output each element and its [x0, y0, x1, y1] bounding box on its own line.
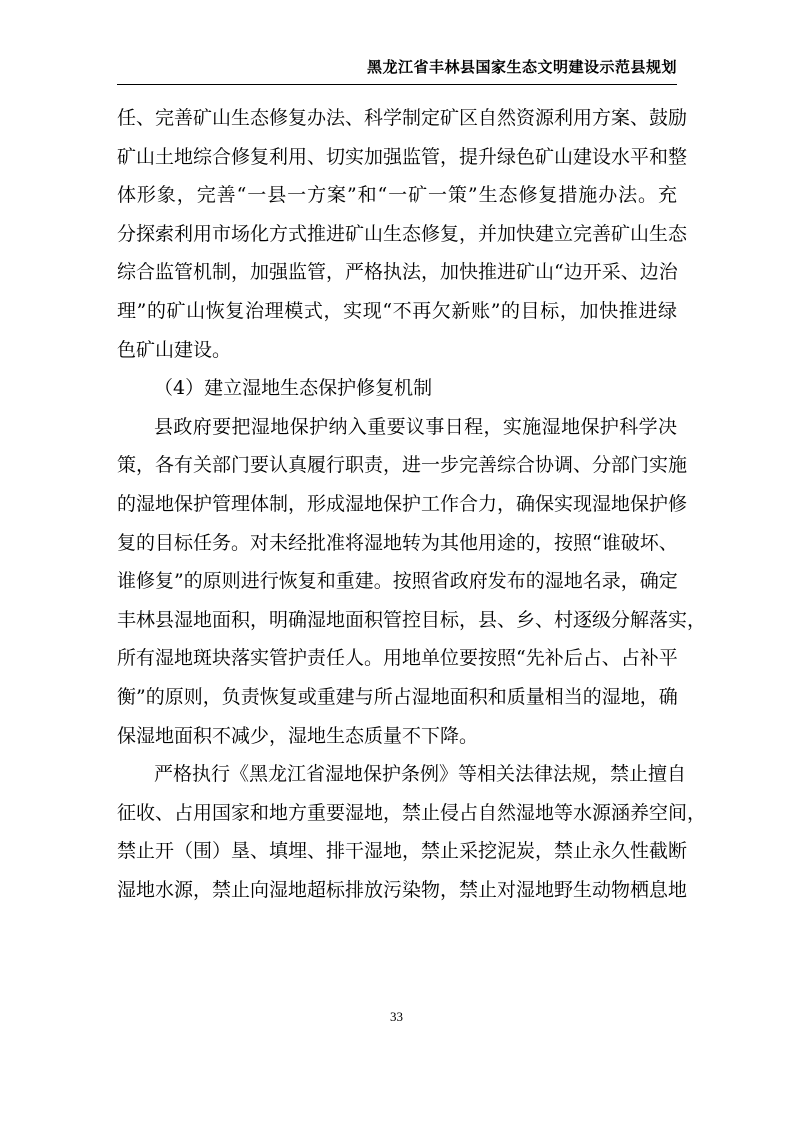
text-line: 所有湿地斑块落实管护责任人。用地单位要按照“先补后占、占补平 [117, 647, 678, 670]
paragraph-first-line: 县政府要把湿地保护纳入重要议事日程，实施湿地保护科学决 [154, 415, 677, 438]
paragraph-first-line: 严格执行《黑龙江省湿地保护条例》等相关法律法规，禁止擅自 [154, 763, 687, 786]
text-line: 分探索利用市场化方式推进矿山生态修复，并加快建立完善矿山生态 [117, 222, 688, 245]
text-line: 体形象，完善“一县一方案”和“一矿一策”生态修复措施办法。充 [117, 184, 677, 207]
text-line: 的湿地保护管理体制，形成湿地保护工作合力，确保实现湿地保护修 [117, 492, 688, 515]
text-line: 理”的矿山恢复治理模式，实现“不再欠新账”的目标，加快推进绿 [117, 299, 677, 322]
page-number: 33 [390, 1009, 403, 1024]
header-rule [117, 84, 677, 85]
section-heading: （4）建立湿地生态保护修复机制 [154, 377, 433, 400]
running-header: 黑龙江省丰林县国家生态文明建设示范县规划 [366, 58, 677, 76]
text-line: 保湿地面积不减少，湿地生态质量不下降。 [117, 724, 479, 747]
text-line: 衡”的原则，负责恢复或重建与所占湿地面积和质量相当的湿地，确 [117, 685, 678, 708]
text-line: 策，各有关部门要认真履行职责，进一步完善综合协调、分部门实施 [117, 454, 688, 477]
text-line: 征收、占用国家和地方重要湿地，禁止侵占自然湿地等水源涵养空间， [117, 801, 707, 824]
text-line: 湿地水源，禁止向湿地超标排放污染物，禁止对湿地野生动物栖息地 [117, 878, 688, 901]
text-line: 谁修复”的原则进行恢复和重建。按照省政府发布的湿地名录，确定 [117, 570, 678, 593]
document-body [117, 99, 707, 909]
text-line: 综合监管机制，加强监管，严格执法，加快推进矿山“边开采、边治 [117, 261, 678, 284]
text-line: 色矿山建设。 [117, 338, 232, 361]
text-line: 复的目标任务。对未经批准将湿地转为其他用途的，按照“谁破坏、 [117, 531, 678, 554]
text-line: 禁止开（围）垦、填埋、排干湿地，禁止采挖泥炭，禁止永久性截断 [117, 840, 688, 863]
text-line: 矿山土地综合修复利用、切实加强监管，提升绿色矿山建设水平和整 [117, 145, 688, 168]
text-line: 任、完善矿山生态修复办法、科学制定矿区自然资源利用方案、鼓励 [117, 107, 688, 129]
text-line: 丰林县湿地面积，明确湿地面积管控目标，县、乡、村逐级分解落实， [117, 608, 707, 631]
